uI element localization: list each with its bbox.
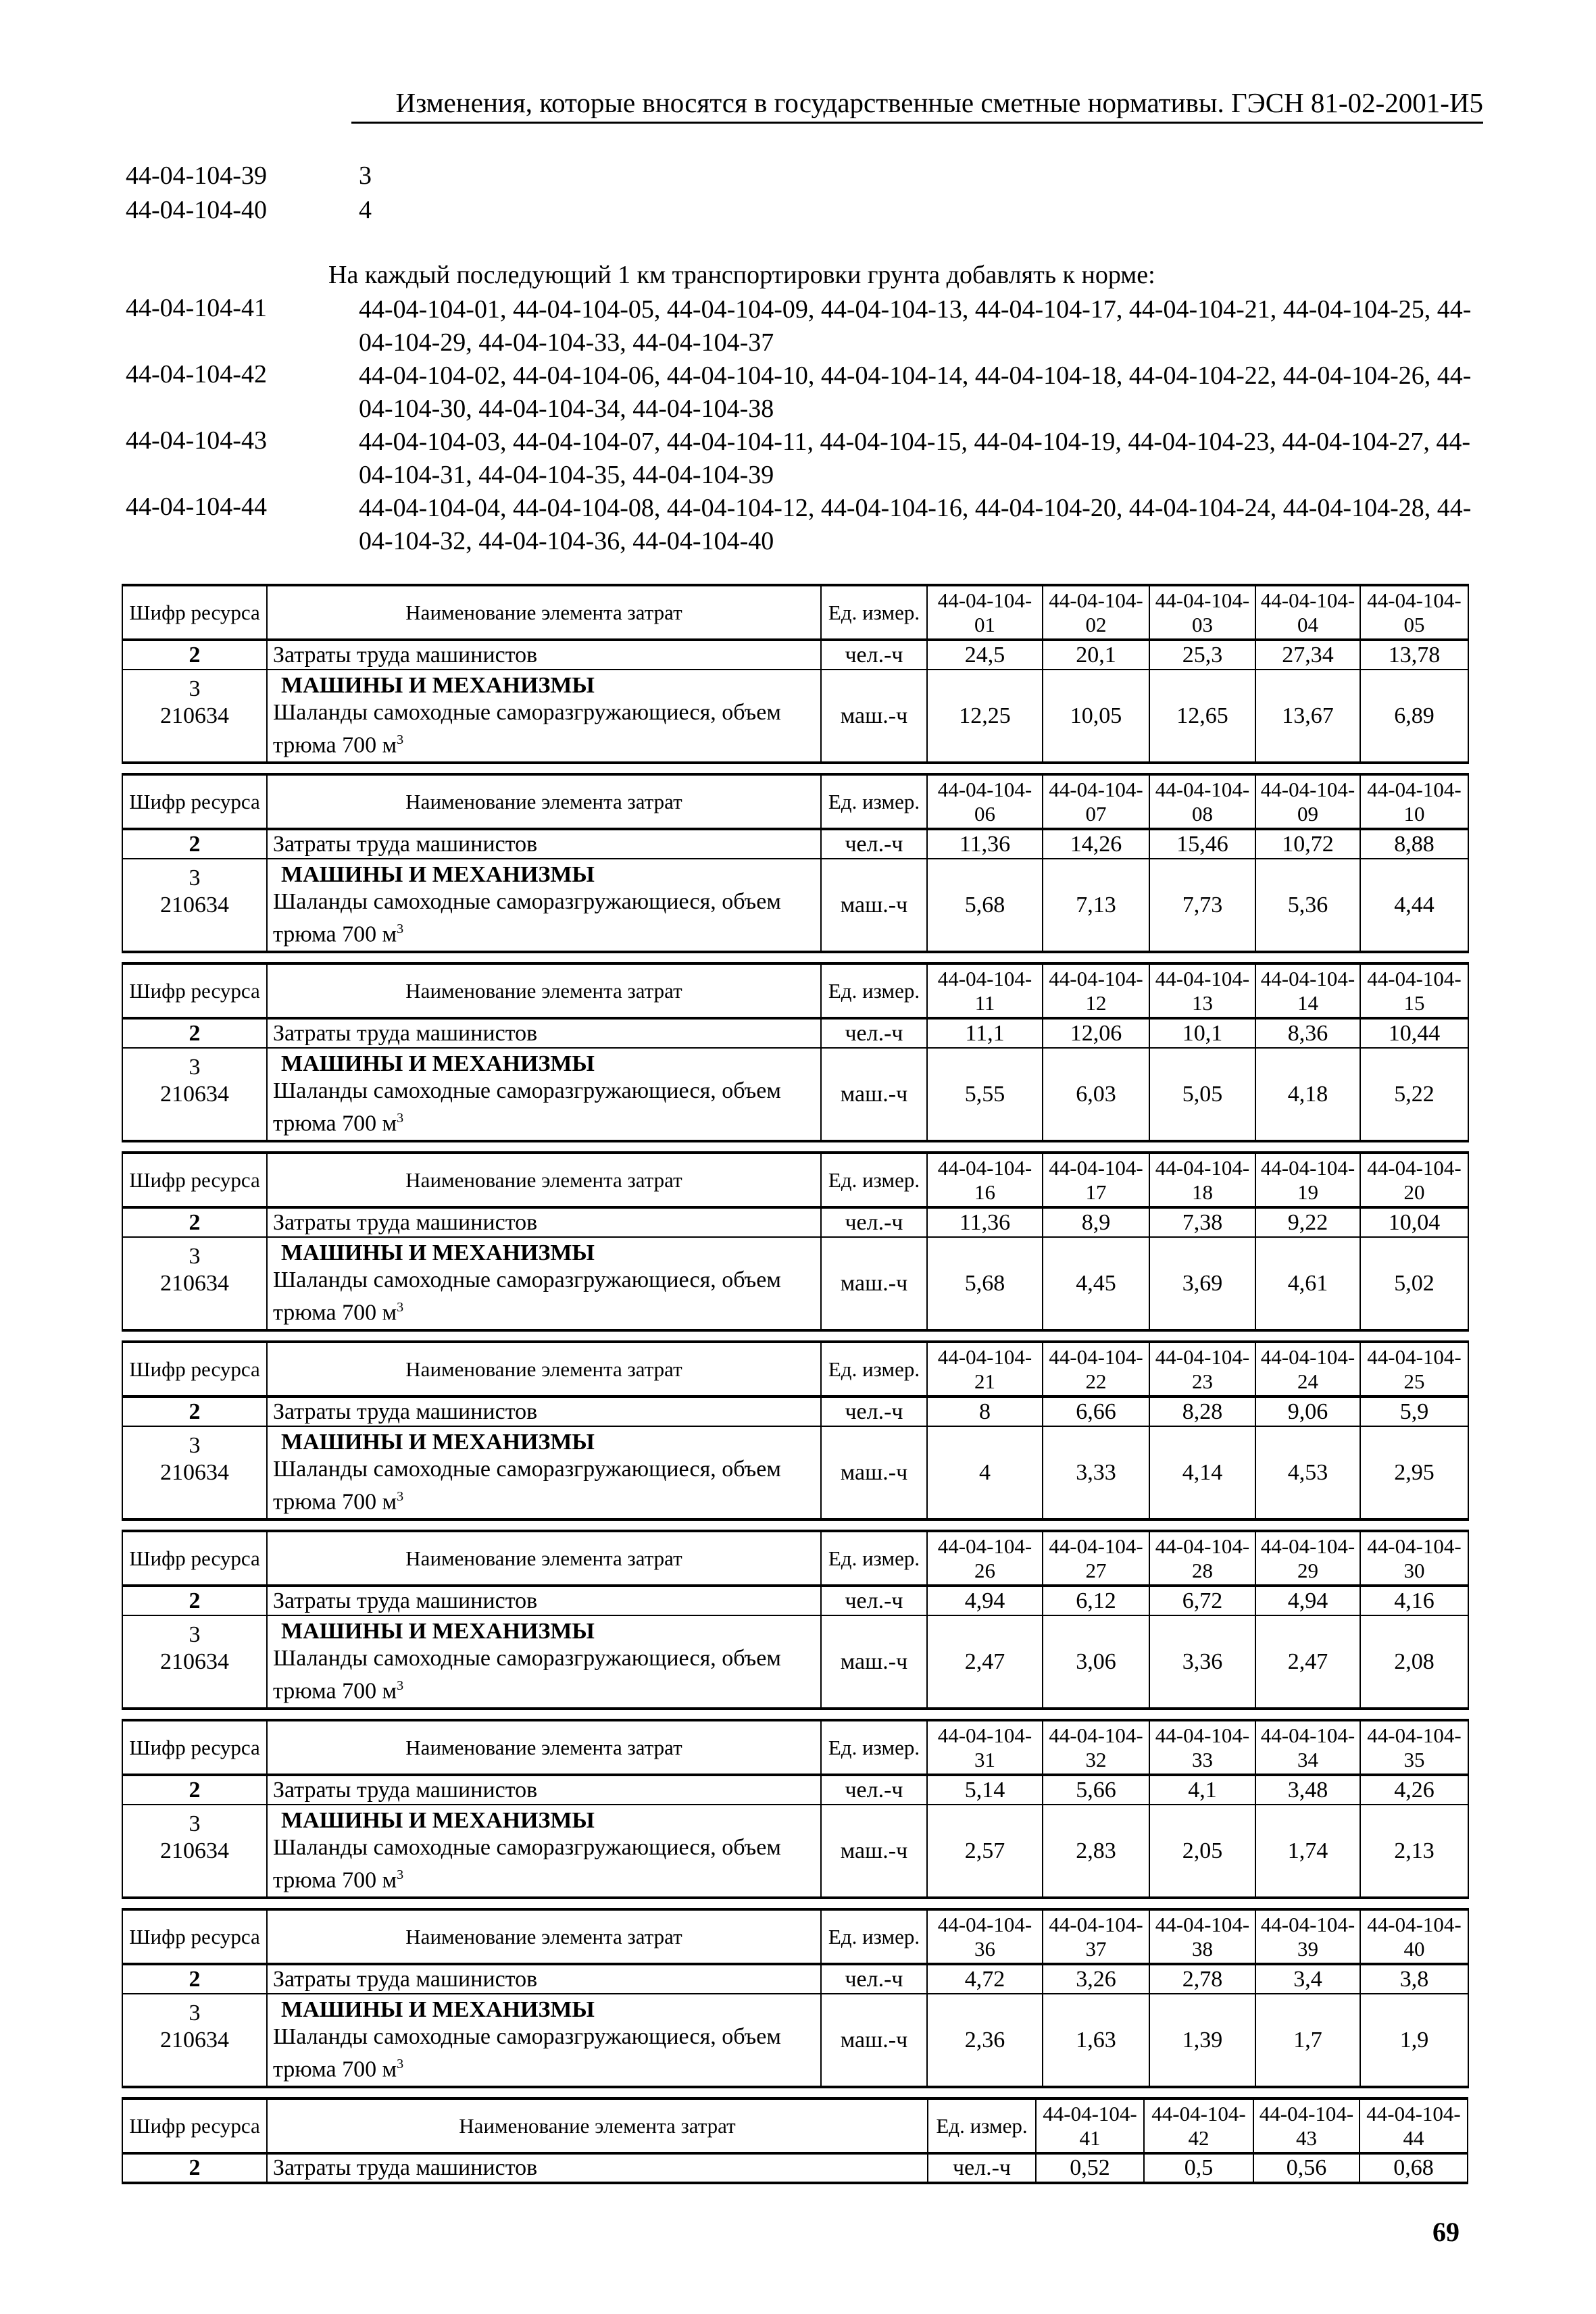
header-norm-code: 44-04-​104-43 (1253, 2098, 1360, 2153)
labor-value: 9,06 (1255, 1397, 1360, 1426)
machine-name-cell (267, 1805, 821, 1898)
unit-superscript: 3 (397, 1300, 404, 1315)
header-norm-code: 44-04-​104-27 (1043, 1531, 1149, 1586)
header-norm-code: 44-04-​104-01 (927, 585, 1043, 640)
header-norm-code: 44-04-​104-02 (1043, 585, 1149, 640)
machine-name (273, 2023, 820, 2083)
section-title: МАШИНЫ И МЕХАНИЗМЫ (281, 1808, 595, 1834)
header-norm-code: 44-04-​104-11 (927, 963, 1043, 1018)
machine-name-cell (267, 1048, 821, 1141)
machine-name-cell (267, 1615, 821, 1709)
header-norm-code: 44-04-​104-25 (1360, 1342, 1468, 1397)
resource-code: 210634 (160, 1459, 229, 1485)
labor-value: 5,66 (1043, 1775, 1149, 1805)
additional-code: 44-04-104-44 (126, 493, 267, 521)
machine-value: 5,55 (927, 1048, 1043, 1141)
additional-code: 44-04-104-43 (126, 426, 267, 455)
unit-superscript: 3 (397, 1678, 404, 1694)
labor-value: 4,16 (1360, 1586, 1468, 1615)
header-norm-code: 44-04-​104-05 (1360, 585, 1468, 640)
labor-value: 15,46 (1149, 829, 1255, 859)
labor-value: 8,36 (1255, 1018, 1360, 1048)
additional-text: 44-04-104-02, 44-04-104-06, 44-04-104-10, 44-04-104-14, 44-04-104-18, 44-04-104-22, 44-04-104-26, 44-04-104-30, 44-04-104-34, 44-04-104-38 (359, 361, 1472, 423)
resource-table (122, 962, 1469, 1142)
machine-name-cell (267, 670, 821, 763)
machine-codes (122, 1426, 267, 1519)
header-unit: Ед. измер. (821, 1342, 927, 1397)
header-name: Наименование элемента затрат (267, 1531, 821, 1586)
labor-code: 2 (122, 1397, 267, 1426)
header-code: Шифр ресурса (122, 963, 267, 1018)
section-title: МАШИНЫ И МЕХАНИЗМЫ (281, 673, 595, 699)
machine-codes (122, 1048, 267, 1141)
section-title: МАШИНЫ И МЕХАНИЗМЫ (281, 862, 595, 888)
header-norm-code: 44-04-​104-26 (927, 1531, 1043, 1586)
section-code: 3 (189, 1243, 201, 1269)
resource-code: 210634 (160, 892, 229, 917)
header-norm-code: 44-04-​104-07 (1043, 774, 1149, 829)
labor-name: Затраты труда машинистов (267, 1397, 821, 1426)
additional-heading: На каждый последующий 1 км транспортировки грунта добавлять к норме: (328, 261, 1155, 289)
additional-code: 44-04-104-42 (126, 360, 267, 388)
header-norm-code: 44-04-​104-22 (1043, 1342, 1149, 1397)
header-norm-code: 44-04-​104-17 (1043, 1153, 1149, 1207)
header-code: Шифр ресурса (122, 1531, 267, 1586)
labor-value: 10,44 (1360, 1018, 1468, 1048)
labor-code: 2 (122, 1964, 267, 1994)
labor-name: Затраты труда машинистов (267, 1207, 821, 1237)
labor-value: 6,72 (1149, 1586, 1255, 1615)
machine-value: 10,05 (1043, 670, 1149, 763)
machine-codes (122, 859, 267, 952)
machine-value: 4,61 (1255, 1237, 1360, 1330)
header-norm-code: 44-04-​104-30 (1360, 1531, 1468, 1586)
machine-codes (122, 1805, 267, 1898)
section-title: МАШИНЫ И МЕХАНИЗМЫ (281, 1619, 595, 1644)
labor-value: 3,8 (1360, 1964, 1468, 1994)
machine-value: 7,13 (1043, 859, 1149, 952)
labor-code: 2 (122, 640, 267, 670)
labor-code: 2 (122, 2153, 267, 2183)
header-norm-code: 44-04-​104-44 (1360, 2098, 1468, 2153)
labor-value: 3,4 (1255, 1964, 1360, 1994)
header-name: Наименование элемента затрат (267, 1909, 821, 1964)
labor-value: 20,1 (1043, 640, 1149, 670)
resource-table (122, 1151, 1469, 1332)
header-unit: Ед. измер. (821, 1153, 927, 1207)
machine-codes (122, 1994, 267, 2087)
labor-value: 0,52 (1036, 2153, 1144, 2183)
labor-unit: чел.-ч (928, 2153, 1036, 2183)
resource-code: 210634 (160, 1649, 229, 1674)
machine-unit: маш.-ч (821, 1615, 927, 1709)
header-norm-code: 44-04-​104-03 (1149, 585, 1255, 640)
labor-value: 4,72 (927, 1964, 1043, 1994)
labor-value: 0,56 (1253, 2153, 1360, 2183)
machine-value: 2,05 (1149, 1805, 1255, 1898)
header-unit: Ед. измер. (821, 1909, 927, 1964)
machine-value: 12,25 (927, 670, 1043, 763)
section-code: 3 (189, 1432, 201, 1458)
labor-value: 11,36 (927, 1207, 1043, 1237)
machine-value: 2,47 (927, 1615, 1043, 1709)
header-norm-code: 44-04-​104-41 (1036, 2098, 1144, 2153)
header-name: Наименование элемента затрат (267, 1720, 821, 1775)
additional-text: 44-04-104-01, 44-04-104-05, 44-04-104-09, 44-04-104-13, 44-04-104-17, 44-04-104-21, 44-04-104-25, 44-04-104-29, 44-04-104-33, 44-04-104-37 (359, 295, 1472, 357)
machine-value: 4,44 (1360, 859, 1468, 952)
machine-value: 6,89 (1360, 670, 1468, 763)
machine-value: 4,53 (1255, 1426, 1360, 1519)
resource-table (122, 1719, 1469, 1899)
header-norm-code: 44-04-​104-38 (1149, 1909, 1255, 1964)
header-norm-code: 44-04-​104-12 (1043, 963, 1149, 1018)
header-unit: Ед. измер. (821, 585, 927, 640)
labor-value: 12,06 (1043, 1018, 1149, 1048)
machine-name-text: Шаланды самоходные саморазгружающиеся, объем трюма 700 м (273, 889, 781, 947)
machine-value: 3,33 (1043, 1426, 1149, 1519)
machine-value: 1,63 (1043, 1994, 1149, 2087)
header-name: Наименование элемента затрат (267, 1342, 821, 1397)
unit-superscript: 3 (397, 732, 404, 748)
header-code: Шифр ресурса (122, 1720, 267, 1775)
spacer (123, 730, 266, 757)
resource-table (122, 1908, 1469, 2088)
machine-value: 1,39 (1149, 1994, 1255, 2087)
header-norm-code: 44-04-​104-35 (1360, 1720, 1468, 1775)
labor-unit: чел.-ч (821, 1018, 927, 1048)
machine-unit: маш.-ч (821, 1048, 927, 1141)
header-code: Шифр ресурса (122, 2098, 267, 2153)
labor-value: 10,72 (1255, 829, 1360, 859)
header-name: Наименование элемента затрат (267, 585, 821, 640)
intro-code: 44-04-104-40 (126, 196, 267, 224)
spacer (123, 919, 266, 946)
header-norm-code: 44-04-​104-39 (1255, 1909, 1360, 1964)
spacer (123, 1865, 266, 1892)
machine-name (273, 1078, 820, 1137)
header-norm-code: 44-04-​104-29 (1255, 1531, 1360, 1586)
machine-value: 5,02 (1360, 1237, 1468, 1330)
machine-value: 1,9 (1360, 1994, 1468, 2087)
labor-value: 0,5 (1144, 2153, 1253, 2183)
unit-superscript: 3 (397, 1867, 404, 1883)
header-name: Наименование элемента затрат (267, 963, 821, 1018)
machine-value: 5,36 (1255, 859, 1360, 952)
machine-name (273, 1456, 820, 1515)
spacer (123, 1108, 266, 1135)
machine-value: 2,08 (1360, 1615, 1468, 1709)
labor-value: 10,1 (1149, 1018, 1255, 1048)
labor-value: 27,34 (1255, 640, 1360, 670)
resource-table (122, 1340, 1469, 1521)
additional-text: 44-04-104-04, 44-04-104-08, 44-04-104-12, 44-04-104-16, 44-04-104-20, 44-04-104-24, 44-04-104-28, 44-04-104-32, 44-04-104-36, 44-04-104-40 (359, 494, 1472, 555)
labor-value: 3,26 (1043, 1964, 1149, 1994)
resource-code: 210634 (160, 1270, 229, 1296)
machine-name-text: Шаланды самоходные саморазгружающиеся, объем трюма 700 м (273, 1835, 781, 1893)
machine-value: 1,7 (1255, 1994, 1360, 2087)
labor-value: 25,3 (1149, 640, 1255, 670)
header-code: Шифр ресурса (122, 774, 267, 829)
machine-value: 4 (927, 1426, 1043, 1519)
header-code: Шифр ресурса (122, 1909, 267, 1964)
labor-name: Затраты труда машинистов (267, 1964, 821, 1994)
header-norm-code: 44-04-​104-18 (1149, 1153, 1255, 1207)
header-name: Наименование элемента затрат (267, 1153, 821, 1207)
labor-name: Затраты труда машинистов (267, 2153, 928, 2183)
machine-value: 5,68 (927, 1237, 1043, 1330)
resource-code: 210634 (160, 1838, 229, 1863)
machine-value: 2,36 (927, 1994, 1043, 2087)
section-code: 3 (189, 2000, 201, 2026)
resource-code: 210634 (160, 703, 229, 728)
header-norm-code: 44-04-​104-24 (1255, 1342, 1360, 1397)
additional-code: 44-04-104-41 (126, 294, 267, 322)
header-norm-code: 44-04-​104-08 (1149, 774, 1255, 829)
header-name: Наименование элемента затрат (267, 774, 821, 829)
labor-name: Затраты труда машинистов (267, 1775, 821, 1805)
machine-name-text: Шаланды самоходные саморазгружающиеся, объем трюма 700 м (273, 1457, 781, 1515)
resource-code: 210634 (160, 2027, 229, 2053)
header-norm-code: 44-04-​104-33 (1149, 1720, 1255, 1775)
machine-value: 5,22 (1360, 1048, 1468, 1141)
labor-name: Затраты труда машинистов (267, 1586, 821, 1615)
labor-value: 11,36 (927, 829, 1043, 859)
labor-value: 8,28 (1149, 1397, 1255, 1426)
machine-value: 2,13 (1360, 1805, 1468, 1898)
machine-unit: маш.-ч (821, 1237, 927, 1330)
machine-value: 5,68 (927, 859, 1043, 952)
header-norm-code: 44-04-​104-16 (927, 1153, 1043, 1207)
intro-value: 4 (359, 196, 372, 224)
header-norm-code: 44-04-​104-37 (1043, 1909, 1149, 1964)
labor-value: 13,78 (1360, 640, 1468, 670)
labor-value: 4,94 (1255, 1586, 1360, 1615)
labor-value: 8 (927, 1397, 1043, 1426)
section-code: 3 (189, 1811, 201, 1836)
labor-value: 4,94 (927, 1586, 1043, 1615)
machine-unit: маш.-ч (821, 1805, 927, 1898)
header-norm-code: 44-04-​104-13 (1149, 963, 1255, 1018)
machine-value: 7,73 (1149, 859, 1255, 952)
machine-value: 13,67 (1255, 670, 1360, 763)
resource-table (122, 1530, 1469, 1710)
labor-unit: чел.-ч (821, 640, 927, 670)
machine-name-cell (267, 1994, 821, 2087)
machine-value: 2,47 (1255, 1615, 1360, 1709)
machine-codes (122, 1615, 267, 1709)
machine-value: 12,65 (1149, 670, 1255, 763)
header-unit: Ед. измер. (928, 2098, 1036, 2153)
machine-codes (122, 670, 267, 763)
machine-value: 2,95 (1360, 1426, 1468, 1519)
machine-unit: маш.-ч (821, 1994, 927, 2087)
labor-value: 14,26 (1043, 829, 1149, 859)
machine-value: 4,45 (1043, 1237, 1149, 1330)
header-unit: Ед. измер. (821, 774, 927, 829)
section-title: МАШИНЫ И МЕХАНИЗМЫ (281, 1430, 595, 1455)
header-norm-code: 44-04-​104-40 (1360, 1909, 1468, 1964)
labor-value: 4,26 (1360, 1775, 1468, 1805)
labor-name: Затраты труда машинистов (267, 829, 821, 859)
spacer (123, 1676, 266, 1703)
labor-name: Затраты труда машинистов (267, 640, 821, 670)
machine-value: 3,69 (1149, 1237, 1255, 1330)
machine-name (273, 1834, 820, 1894)
labor-value: 8,9 (1043, 1207, 1149, 1237)
labor-value: 8,88 (1360, 829, 1468, 859)
header-norm-code: 44-04-​104-36 (927, 1909, 1043, 1964)
labor-value: 2,78 (1149, 1964, 1255, 1994)
machine-value: 2,57 (927, 1805, 1043, 1898)
header-norm-code: 44-04-​104-34 (1255, 1720, 1360, 1775)
labor-value: 3,48 (1255, 1775, 1360, 1805)
header-norm-code: 44-04-​104-42 (1144, 2098, 1253, 2153)
labor-code: 2 (122, 1775, 267, 1805)
resource-table (122, 584, 1469, 764)
unit-superscript: 3 (397, 1111, 404, 1126)
header-norm-code: 44-04-​104-09 (1255, 774, 1360, 829)
intro-value: 3 (359, 161, 372, 190)
unit-superscript: 3 (397, 922, 404, 937)
labor-value: 4,1 (1149, 1775, 1255, 1805)
machine-name (273, 1645, 820, 1705)
labor-value: 11,1 (927, 1018, 1043, 1048)
section-code: 3 (189, 865, 201, 890)
labor-value: 5,14 (927, 1775, 1043, 1805)
machine-value: 3,06 (1043, 1615, 1149, 1709)
machine-name-cell (267, 1237, 821, 1330)
header-norm-code: 44-04-​104-20 (1360, 1153, 1468, 1207)
machine-value: 4,18 (1255, 1048, 1360, 1141)
additional-text: 44-04-104-03, 44-04-104-07, 44-04-104-11, 44-04-104-15, 44-04-104-19, 44-04-104-23, 44-04-104-27, 44-04-104-31, 44-04-104-35, 44-04-104-39 (359, 428, 1470, 489)
labor-unit: чел.-ч (821, 829, 927, 859)
labor-unit: чел.-ч (821, 1586, 927, 1615)
labor-value: 6,66 (1043, 1397, 1149, 1426)
section-title: МАШИНЫ И МЕХАНИЗМЫ (281, 1240, 595, 1266)
labor-value: 5,9 (1360, 1397, 1468, 1426)
machine-name-cell (267, 859, 821, 952)
labor-name: Затраты труда машинистов (267, 1018, 821, 1048)
labor-value: 10,04 (1360, 1207, 1468, 1237)
header-norm-code: 44-04-​104-32 (1043, 1720, 1149, 1775)
header-unit: Ед. измер. (821, 1531, 927, 1586)
labor-code: 2 (122, 1018, 267, 1048)
machine-value: 1,74 (1255, 1805, 1360, 1898)
machine-name-cell (267, 1426, 821, 1519)
machine-unit: маш.-ч (821, 859, 927, 952)
machine-value: 4,14 (1149, 1426, 1255, 1519)
header-norm-code: 44-04-​104-28 (1149, 1531, 1255, 1586)
header-norm-code: 44-04-​104-15 (1360, 963, 1468, 1018)
section-title: МАШИНЫ И МЕХАНИЗМЫ (281, 1997, 595, 2023)
machine-value: 3,36 (1149, 1615, 1255, 1709)
machine-value: 6,03 (1043, 1048, 1149, 1141)
section-code: 3 (189, 1054, 201, 1080)
machine-name-text: Шаланды самоходные саморазгружающиеся, объем трюма 700 м (273, 700, 781, 758)
header-norm-code: 44-04-​104-31 (927, 1720, 1043, 1775)
section-title: МАШИНЫ И МЕХАНИЗМЫ (281, 1051, 595, 1077)
section-code: 3 (189, 676, 201, 701)
spacer (123, 2054, 266, 2081)
machine-name (273, 699, 820, 759)
labor-value: 7,38 (1149, 1207, 1255, 1237)
labor-code: 2 (122, 829, 267, 859)
header-norm-code: 44-04-​104-06 (927, 774, 1043, 829)
labor-value: 9,22 (1255, 1207, 1360, 1237)
header-code: Шифр ресурса (122, 1153, 267, 1207)
running-header: Изменения, которые вносятся в государственные сметные нормативы. ГЭСН 81-02-2001-И5 (351, 86, 1483, 124)
resource-table (122, 773, 1469, 953)
labor-unit: чел.-ч (821, 1964, 927, 1994)
intro-code: 44-04-104-39 (126, 161, 267, 190)
labor-unit: чел.-ч (821, 1397, 927, 1426)
machine-name (273, 888, 820, 948)
spacer (123, 1297, 266, 1324)
header-code: Шифр ресурса (122, 1342, 267, 1397)
header-norm-code: 44-04-​104-23 (1149, 1342, 1255, 1397)
labor-value: 24,5 (927, 640, 1043, 670)
machine-value: 5,05 (1149, 1048, 1255, 1141)
unit-superscript: 3 (397, 2057, 404, 2072)
labor-code: 2 (122, 1207, 267, 1237)
spacer (123, 1486, 266, 1513)
machine-name-text: Шаланды самоходные саморазгружающиеся, объем трюма 700 м (273, 2024, 781, 2082)
machine-unit: маш.-ч (821, 670, 927, 763)
machine-name (273, 1267, 820, 1326)
machine-name-text: Шаланды самоходные саморазгружающиеся, объем трюма 700 м (273, 1646, 781, 1704)
header-norm-code: 44-04-​104-21 (927, 1342, 1043, 1397)
header-norm-code: 44-04-​104-14 (1255, 963, 1360, 1018)
page-number: 69 (1432, 2217, 1460, 2247)
labor-code: 2 (122, 1586, 267, 1615)
header-norm-code: 44-04-​104-04 (1255, 585, 1360, 640)
labor-unit: чел.-ч (821, 1207, 927, 1237)
unit-superscript: 3 (397, 1489, 404, 1505)
header-code: Шифр ресурса (122, 585, 267, 640)
header-norm-code: 44-04-​104-10 (1360, 774, 1468, 829)
resource-code: 210634 (160, 1081, 229, 1107)
resource-table (122, 2097, 1468, 2184)
machine-value: 2,83 (1043, 1805, 1149, 1898)
header-name: Наименование элемента затрат (267, 2098, 928, 2153)
header-norm-code: 44-04-​104-19 (1255, 1153, 1360, 1207)
machine-unit: маш.-ч (821, 1426, 927, 1519)
labor-value: 0,68 (1360, 2153, 1468, 2183)
labor-value: 6,12 (1043, 1586, 1149, 1615)
header-unit: Ед. измер. (821, 963, 927, 1018)
labor-unit: чел.-ч (821, 1775, 927, 1805)
machine-codes (122, 1237, 267, 1330)
machine-name-text: Шаланды самоходные саморазгружающиеся, объем трюма 700 м (273, 1078, 781, 1136)
header-unit: Ед. измер. (821, 1720, 927, 1775)
machine-name-text: Шаланды самоходные саморазгружающиеся, объем трюма 700 м (273, 1267, 781, 1326)
section-code: 3 (189, 1621, 201, 1647)
